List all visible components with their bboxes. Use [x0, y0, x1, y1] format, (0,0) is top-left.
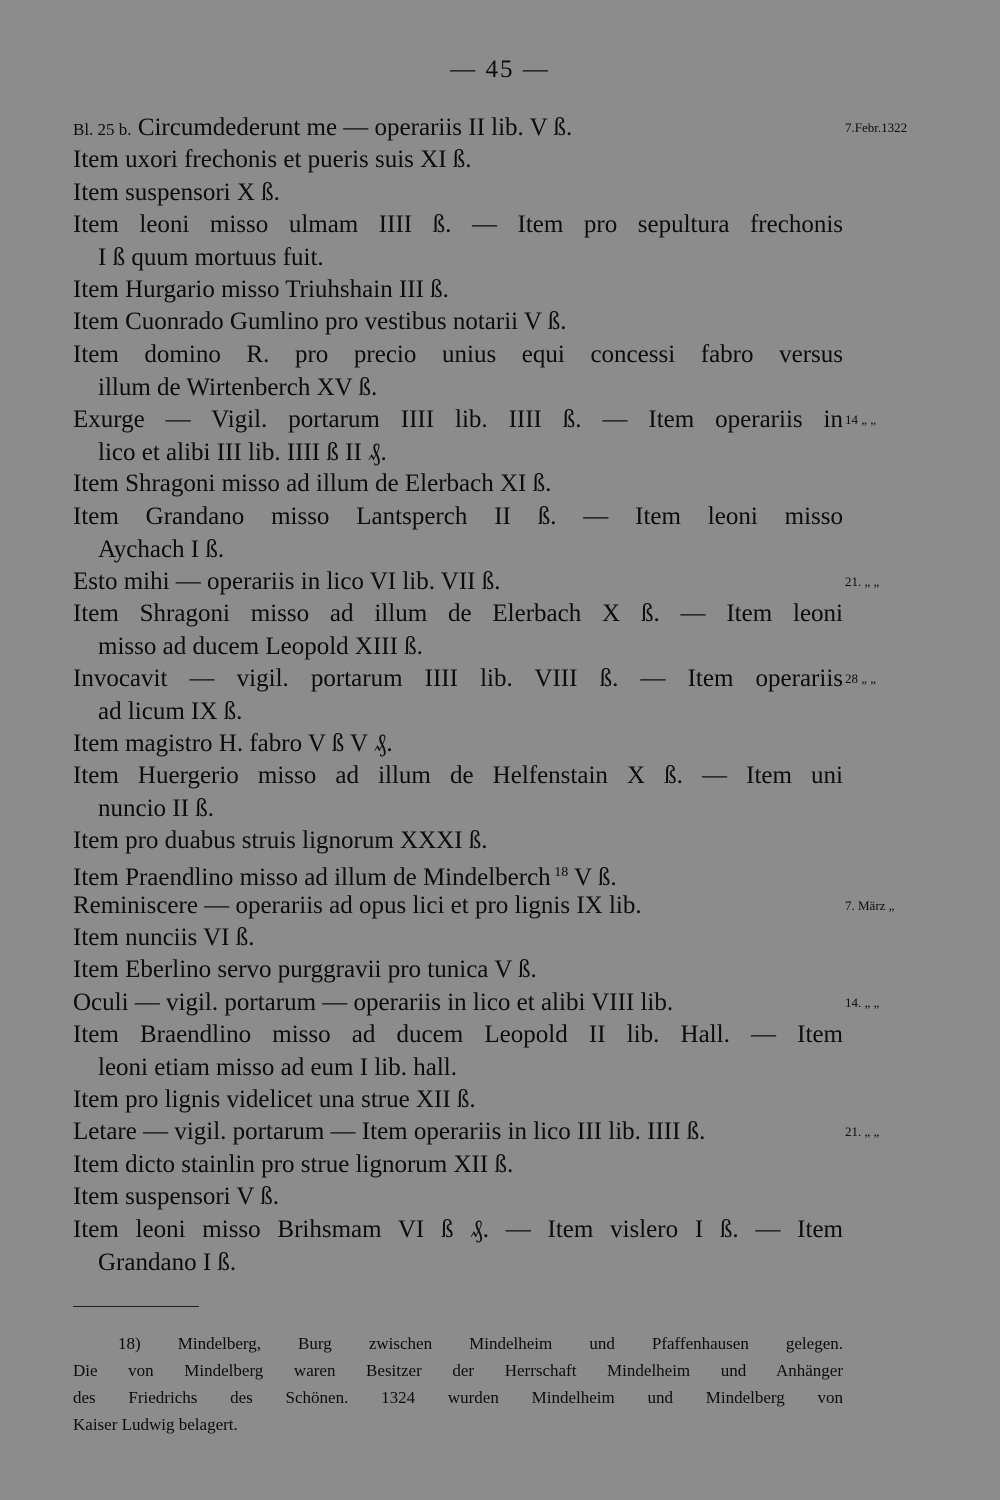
entry-text: Reminiscere — operariis ad opus lici et pro lignis IX lib.: [73, 891, 642, 919]
entry-text: illum de Wirtenberch XV ß.: [98, 373, 378, 401]
entry-text: Item leoni misso ulmam IIII ß. — Item pro sepultura frechonis: [73, 211, 843, 239]
ledger-entry: [73, 273, 843, 306]
ledger-entry: [73, 208, 843, 274]
ledger-entry: [73, 953, 843, 986]
entry-text: Grandano I ß.: [98, 1248, 237, 1276]
ledger-entry: [73, 597, 843, 663]
ledger-entry: [73, 143, 843, 176]
entry-text: Item leoni misso Brihsmam VI ß ₰. — Item vislero I ß. — Item: [73, 1215, 843, 1243]
entry-text: V ß.: [568, 864, 617, 892]
entry-text: Item Braendlino misso ad ducem Leopold II lib. Hall. — Item: [73, 1021, 843, 1049]
entry-line: [73, 533, 843, 566]
entry-line: [73, 176, 843, 209]
ledger-entry: [73, 1148, 843, 1181]
entry-text: Invocavit — vigil. portarum IIII lib. VIII ß. — Item operariis: [73, 664, 843, 692]
ledger-entry: [73, 1018, 843, 1084]
entry-line: [73, 986, 843, 1019]
entry-line: [73, 305, 843, 338]
entry-line: [73, 371, 843, 404]
entry-line: [73, 208, 843, 241]
entry-text: Item domino R. pro precio unius equi concessi fabro versus: [73, 340, 843, 368]
entry-line: [73, 792, 843, 825]
ledger-entry: [73, 662, 843, 728]
margin-date: 14. „ „: [845, 994, 880, 1010]
entry-line: [73, 273, 843, 306]
entry-line: [73, 759, 843, 792]
entry-line: [73, 1051, 843, 1084]
entry-line: [73, 500, 843, 533]
footnote-rule: [73, 1306, 199, 1307]
ledger-entry: [73, 921, 843, 954]
ledger-entry: [73, 824, 843, 857]
entry-text: nuncio II ß.: [98, 795, 214, 822]
entry-line: [73, 921, 843, 954]
margin-date: 14 „ „: [845, 411, 877, 427]
footnote-marker: 18: [550, 865, 569, 881]
entry-line: [73, 953, 843, 986]
entry-text: Item dicto stainlin pro strue lignorum XII ß.: [73, 1150, 514, 1178]
entry-text: Item pro duabus struis lignorum XXXI ß.: [73, 826, 488, 854]
entry-line: [73, 1018, 843, 1051]
entry-line: [73, 695, 843, 728]
ledger-entry: [73, 986, 843, 1019]
entry-line: [73, 889, 843, 922]
entry-text: Item Cuonrado Gumlino pro vestibus notarii V ß.: [73, 308, 567, 336]
entry-line: [73, 1115, 843, 1148]
entry-line: [73, 1180, 843, 1213]
entry-line: [73, 1148, 843, 1181]
footnote: [73, 1330, 843, 1438]
entry-text: Item Eberlino servo purggravii pro tunica V ß.: [73, 956, 537, 984]
entry-line: [73, 727, 843, 760]
entry-line: [73, 467, 843, 500]
entry-line: [73, 436, 843, 469]
entry-text: Item Praendlino misso ad illum de Mindelberch: [73, 864, 551, 892]
entry-text: Item Shragoni misso ad illum de Elerbach X ß. — Item leoni: [73, 600, 843, 627]
ledger-entry: [73, 467, 843, 500]
entry-line: [73, 1246, 843, 1279]
entry-text: leoni etiam misso ad eum I lib. hall.: [98, 1054, 457, 1082]
entry-text: Item suspensori V ß.: [73, 1183, 280, 1211]
ledger-entry: [73, 403, 843, 469]
entry-line: [73, 630, 843, 663]
entry-line: [73, 143, 843, 176]
entry-text: Oculi — vigil. portarum — operariis in lico et alibi VIII lib.: [73, 988, 674, 1016]
footnote-line: Die von Mindelberg waren Besitzer der Herrschaft Mindelheim und Anhänger: [73, 1361, 843, 1380]
entry-text: Esto mihi — operariis in lico VI lib. VII ß.: [73, 567, 501, 595]
footnote-line: des Friedrichs des Schönen. 1324 wurden Mindelheim und Mindelberg von: [73, 1388, 843, 1407]
ledger-entry: [73, 727, 843, 760]
ledger-entry: [73, 1115, 843, 1148]
ledger-entry: [73, 111, 843, 146]
margin-date: 7.Febr.1322: [845, 120, 908, 135]
ledger-entry: [73, 1213, 843, 1279]
ledger-entry: [73, 1083, 843, 1116]
margin-date: 21. „ „: [845, 1124, 880, 1140]
entry-text: Letare — vigil. portarum — Item operariis in lico III lib. IIII ß.: [73, 1118, 706, 1146]
folio-reference: Bl. 25 b.: [73, 120, 132, 139]
entry-text: lico et alibi III lib. IIII ß II ₰.: [98, 438, 387, 466]
entry-line: [73, 338, 843, 371]
margin-date: 7. März „: [845, 897, 895, 913]
entry-text: Exurge — Vigil. portarum IIII lib. IIII ß. — Item operariis in: [73, 405, 843, 433]
entry-text: Item Shragoni misso ad illum de Elerbach XI ß.: [73, 470, 552, 498]
ledger-entry: [73, 889, 843, 922]
margin-date: 21. „ „: [845, 573, 880, 589]
entry-text: Item Hurgario misso Triuhshain III ß.: [73, 276, 449, 303]
footnote-line: Kaiser Ludwig belagert.: [73, 1415, 238, 1434]
entry-text: Item magistro H. fabro V ß V ₰.: [73, 729, 393, 757]
entry-text: Item suspensori X ß.: [73, 178, 280, 206]
entry-line: [73, 565, 843, 598]
entry-line: [73, 1213, 843, 1246]
entry-text: misso ad ducem Leopold XIII ß.: [98, 633, 423, 660]
entry-text: I ß quum mortuus fuit.: [98, 244, 324, 272]
ledger-entry: [73, 1180, 843, 1213]
margin-date: 28 „ „: [845, 670, 877, 686]
ledger-entry: [73, 565, 843, 598]
footnote-line: 18) Mindelberg, Burg zwischen Mindelheim und Pfaffenhausen gelegen.: [118, 1334, 843, 1353]
ledger-entry: [73, 338, 843, 404]
entry-line: [73, 403, 843, 436]
entry-line: [73, 824, 843, 857]
entry-text: Circumdederunt me — operariis II lib. V ß.: [131, 114, 573, 141]
entry-text: ad licum IX ß.: [98, 697, 243, 725]
entry-text: Item nunciis VI ß.: [73, 924, 255, 951]
ledger-entry: [73, 500, 843, 566]
entry-text: Item Grandano misso Lantsperch II ß. — Item leoni misso: [73, 502, 843, 530]
entry-line: [73, 662, 843, 695]
entry-text: Item Huergerio misso ad illum de Helfenstain X ß. — Item uni: [73, 762, 843, 789]
ledger-entry: [73, 759, 843, 825]
ledger-entry: [73, 305, 843, 338]
entry-text: Item uxori frechonis et pueris suis XI ß.: [73, 146, 472, 174]
entry-text: Aychach I ß.: [98, 535, 225, 563]
entry-line: [73, 111, 843, 146]
entry-line: [73, 597, 843, 630]
page-number: — 45 —: [450, 56, 550, 83]
ledger-entry: [73, 176, 843, 209]
entry-text: Item pro lignis videlicet una strue XII ß.: [73, 1086, 476, 1113]
entry-line: [73, 1083, 843, 1116]
entry-line: [73, 241, 843, 274]
